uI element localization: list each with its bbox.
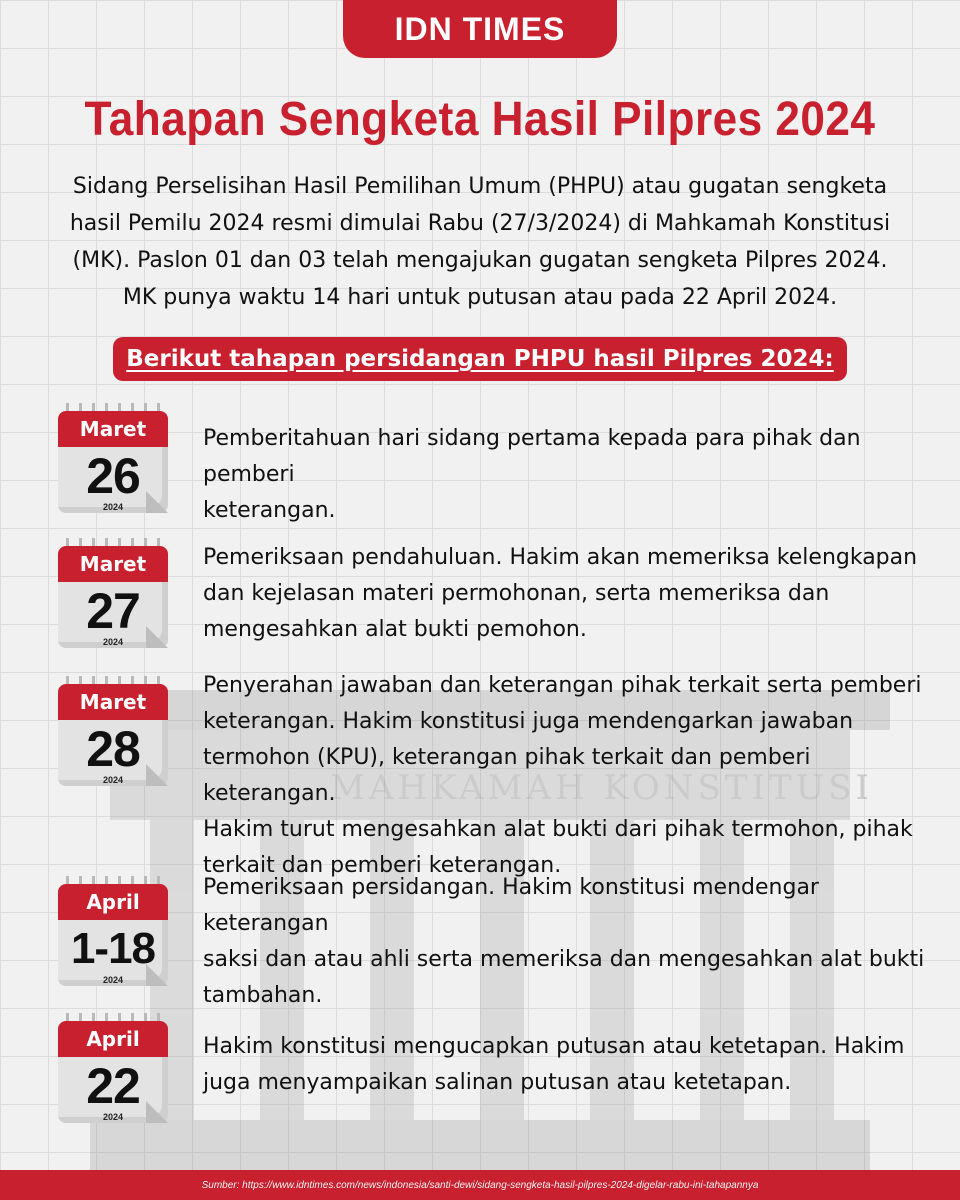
description-line: mengesahkan alat bukti pemohon. — [203, 617, 587, 642]
description-line: keterangan. Hakim konstitusi juga mendengarkan jawaban — [203, 709, 854, 734]
step-description — [203, 1029, 943, 1101]
calendar-day: 26 — [86, 448, 140, 504]
intro-paragraph — [40, 168, 920, 316]
description-line: tambahan. — [203, 983, 323, 1008]
description-line: Pemeriksaan pendahuluan. Hakim akan memeriksa kelengkapan — [203, 545, 918, 570]
calendar-day: 22 — [86, 1058, 140, 1114]
description-line: saksi dan atau ahli serta memeriksa dan mengesahkan alat bukti — [203, 947, 925, 972]
intro-line: hasil Pemilu 2024 resmi dimulai Rabu (27/3/2024) di Mahkamah Konstitusi — [69, 211, 891, 236]
calendar-icon — [58, 676, 168, 786]
calendar-year: 2024 — [102, 775, 124, 785]
step-description — [203, 870, 943, 1014]
calendar-day: 27 — [86, 583, 140, 639]
intro-line: MK punya waktu 14 hari untuk putusan atau pada 22 April 2024. — [122, 285, 838, 310]
description-line: terkait dan pemberi keterangan. — [203, 853, 562, 878]
calendar-year: 2024 — [102, 502, 124, 512]
calendar-month: Maret — [58, 546, 168, 582]
description-line: Pemeriksaan persidangan. Hakim konstitusi mendengar keterangan — [203, 875, 819, 936]
description-line: termohon (KPU), keterangan pihak terkait dan pemberi keterangan. — [203, 745, 811, 806]
section-banner-text: Berikut tahapan persidangan PHPU hasil Pilpres 2024: — [126, 346, 834, 372]
description-line: Hakim konstitusi mengucapkan putusan atau ketetapan. Hakim — [203, 1034, 905, 1059]
idn-times-logo: IDN TIMES — [343, 0, 617, 58]
calendar-day: 28 — [86, 721, 140, 777]
intro-line: (MK). Paslon 01 dan 03 telah mengajukan gugatan sengketa Pilpres 2024. — [72, 248, 888, 273]
calendar-icon — [58, 538, 168, 648]
source-footer — [0, 1170, 960, 1200]
calendar-month: Maret — [58, 411, 168, 447]
calendar-month: April — [58, 884, 168, 920]
calendar-month: April — [58, 1021, 168, 1057]
step-description — [203, 668, 943, 884]
calendar-icon — [58, 876, 168, 986]
section-banner — [113, 337, 847, 381]
calendar-year: 2024 — [102, 1112, 124, 1122]
description-line: Hakim turut mengesahkan alat bukti dari pihak termohon, pihak — [203, 817, 913, 842]
calendar-icon — [58, 1013, 168, 1123]
source-text: Sumber: https://www.idntimes.com/news/indonesia/santi-dewi/sidang-sengketa-hasil-pilpres-2024-digelar-rabu-ini-tahapannya — [201, 1179, 759, 1191]
description-line: keterangan. — [203, 498, 336, 523]
description-line: juga menyampaikan salinan putusan atau ketetapan. — [203, 1070, 792, 1095]
calendar-year: 2024 — [102, 637, 124, 647]
description-line: dan kejelasan materi permohonan, serta memeriksa dan — [203, 581, 830, 606]
step-description — [203, 421, 943, 529]
intro-line: Sidang Perselisihan Hasil Pemilihan Umum (PHPU) atau gugatan sengketa — [72, 174, 888, 199]
page-title: Tahapan Sengketa Hasil Pilpres 2024 — [84, 93, 876, 146]
step-description — [203, 540, 943, 648]
calendar-icon — [58, 403, 168, 513]
calendar-day: 1-18 — [70, 924, 156, 973]
building-inscription: MAHKAMAH KONSTITUSI — [330, 768, 873, 808]
description-line: Pemberitahuan hari sidang pertama kepada para pihak dan pemberi — [203, 426, 861, 487]
description-line: Penyerahan jawaban dan keterangan pihak terkait serta pemberi — [203, 673, 922, 698]
calendar-month: Maret — [58, 684, 168, 720]
calendar-year: 2024 — [102, 975, 124, 985]
